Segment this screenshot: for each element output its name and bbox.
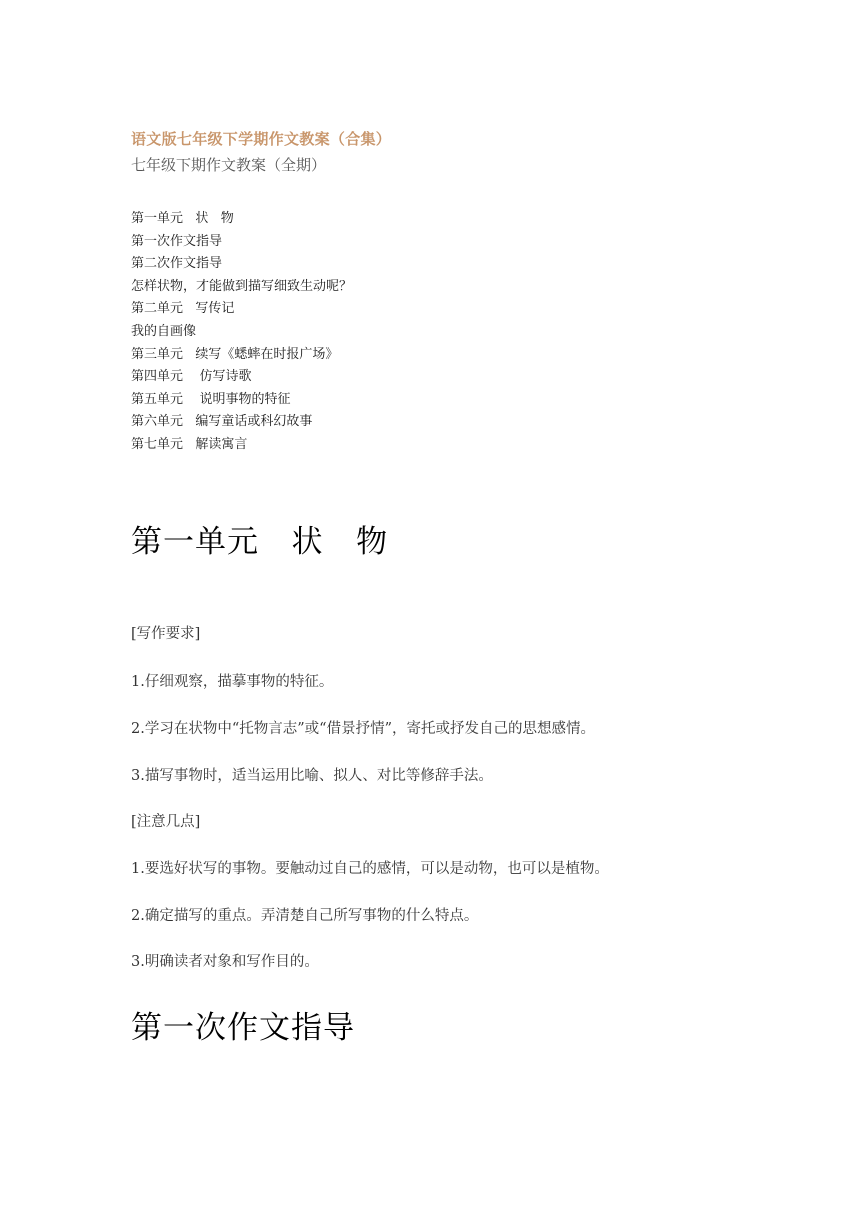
note-item: 1.要选好状写的事物。要触动过自己的感情，可以是动物，也可以是植物。 <box>131 861 609 877</box>
requirement-item: 1.仔细观察，描摹事物的特征。 <box>131 674 334 690</box>
table-of-contents <box>131 208 352 457</box>
toc-item[interactable]: 第六单元 编写童话或科幻故事 <box>131 414 313 430</box>
toc-item[interactable]: 第二次作文指导 <box>131 256 223 272</box>
toc-item[interactable]: 第四单元 仿写诗歌 <box>131 369 252 385</box>
toc-item[interactable]: 第二单元 写传记 <box>131 301 235 317</box>
notes-label: [注意几点] <box>131 814 201 830</box>
document-subtitle: 七年级下期作文教案（全期） <box>131 156 327 174</box>
requirement-item: 2.学习在状物中“托物言志”或“借景抒情”，寄托或抒发自己的思想感情。 <box>131 721 595 737</box>
toc-item[interactable]: 第三单元 续写《蟋蟀在时报广场》 <box>131 346 339 362</box>
section-heading: 第一次作文指导 <box>131 1010 355 1046</box>
note-item: 2.确定描写的重点。弄清楚自己所写事物的什么特点。 <box>131 908 479 924</box>
toc-item[interactable]: 我的自画像 <box>131 323 197 339</box>
toc-item[interactable]: 怎样状物，才能做到描写细致生动呢？ <box>131 278 353 294</box>
toc-item[interactable]: 第五单元 说明事物的特征 <box>131 391 291 407</box>
requirement-item: 3.描写事物时，适当运用比喻、拟人、对比等修辞手法。 <box>131 768 493 784</box>
toc-item[interactable]: 第一次作文指导 <box>131 233 223 249</box>
requirements-label: [写作要求] <box>131 626 201 642</box>
section-heading: 第一单元 状 物 <box>131 524 389 560</box>
toc-item[interactable]: 第一单元 状 物 <box>131 211 234 226</box>
note-item: 3.明确读者对象和写作目的。 <box>131 954 319 970</box>
document-title: 语文版七年级下学期作文教案（合集） <box>131 130 392 148</box>
toc-item[interactable]: 第七单元 解读寓言 <box>131 436 248 452</box>
